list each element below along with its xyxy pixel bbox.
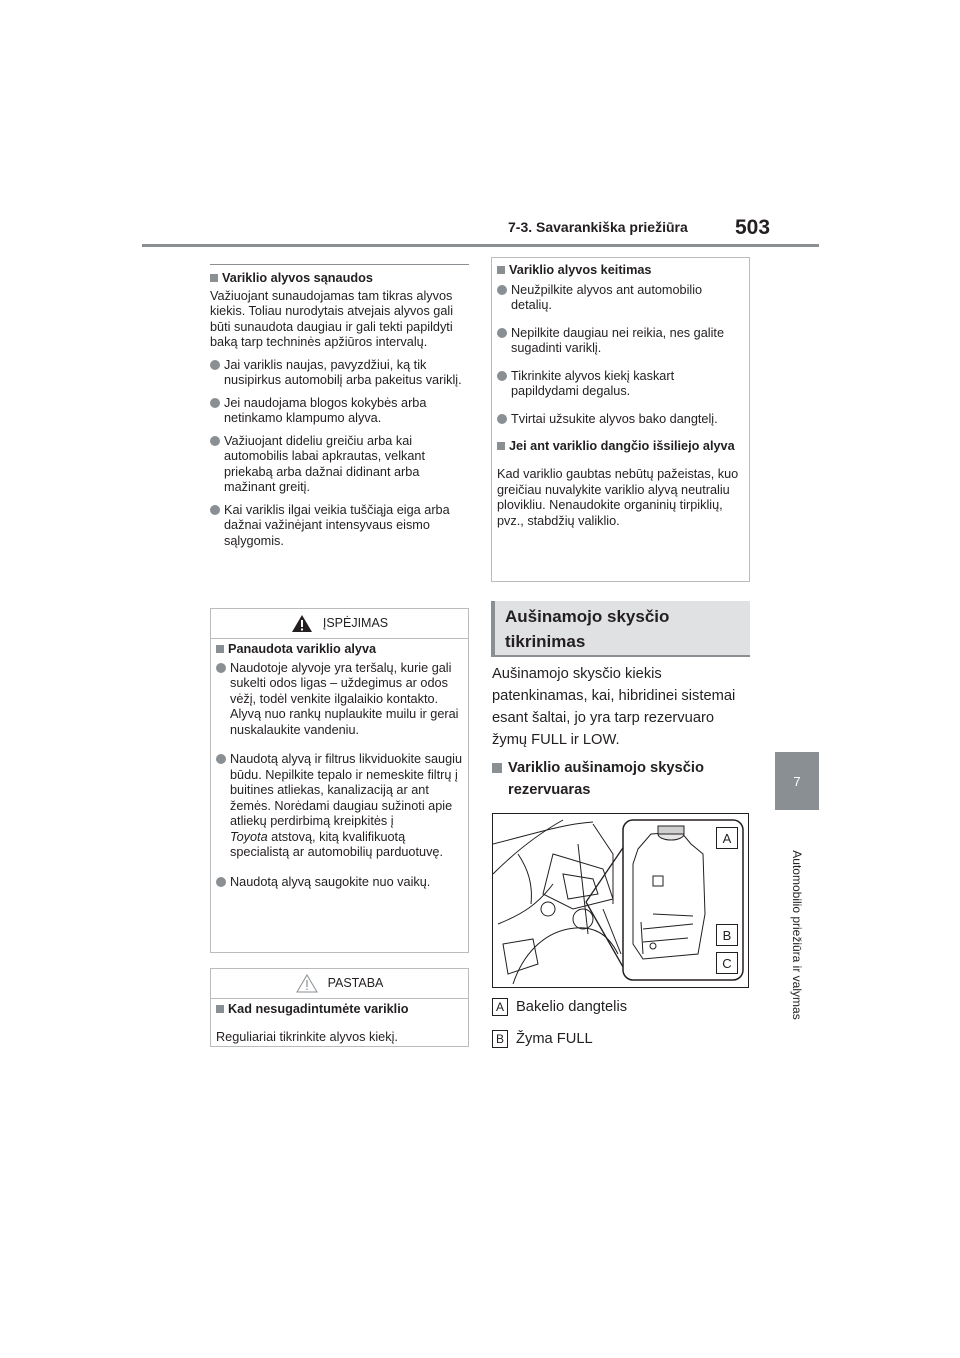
circle-bullet-icon — [497, 285, 507, 295]
list-item: Naudotoje alyvoje yra teršalų, kurie gali sukelti odos ligas – uždegimus ar odos vėžį, todėl venkite ilgalaikio kontakto. Alyvą nuo rankų nuplaukite muilu ir gerai nuskalaukite vandeniu. — [216, 661, 462, 739]
list-item: Kai variklis ilgai veikia tuščiąja eiga arba dažnai važinėjant intensyvaus eismo sąlygomis. — [210, 503, 469, 550]
warning-triangle-icon — [291, 614, 313, 633]
chapter-title-vertical — [760, 820, 834, 1050]
square-bullet-icon — [216, 1005, 224, 1013]
chapter-title: Automobilio priežiūra ir valymas — [790, 850, 804, 1020]
note-heading: Kad nesugadintumėte variklio — [216, 1002, 462, 1018]
figure-label-b: B — [716, 924, 738, 946]
legend-text-b: Žyma FULL — [516, 1031, 593, 1047]
figure-label-a: A — [716, 827, 738, 849]
list-item: Tvirtai užsukite alyvos bako dangtelį. — [497, 412, 743, 428]
header-rule — [142, 244, 819, 247]
figure-label-c: C — [716, 952, 738, 974]
engine-bay-illustration — [493, 814, 748, 987]
section-title: 7-3. Savarankiška priežiūra — [508, 219, 688, 235]
list-item: Naudotą alyvą saugokite nuo vaikų. — [216, 875, 462, 891]
caution-box — [210, 608, 469, 953]
note-header — [211, 969, 468, 999]
square-bullet-icon — [210, 274, 218, 282]
square-bullet-icon — [216, 645, 224, 653]
square-bullet-icon — [497, 266, 505, 274]
coolant-section-title: Aušinamojo skysčio tikrinimas — [491, 601, 750, 656]
legend-key-a: A — [492, 998, 508, 1016]
circle-bullet-icon — [210, 360, 220, 370]
legend-item — [492, 998, 627, 1016]
note-text: Reguliariai tikrinkite alyvos kiekį. — [216, 1030, 398, 1045]
circle-bullet-icon — [497, 328, 507, 338]
coolant-body-text: Aušinamojo skysčio kiekis patenkinamas, kai, hibridinei sistemai esant šaltai, jo yra tarp rezervuaro žymų FULL ir LOW. — [492, 666, 736, 748]
page-number: 503 — [735, 216, 771, 239]
list-item: Tikrinkite alyvos kiekį kaskart papildydami degalus. — [497, 369, 743, 400]
circle-bullet-icon — [210, 505, 220, 515]
legend-item — [492, 1030, 593, 1048]
section-rule — [491, 655, 750, 657]
oil-consumption-intro: Važiuojant sunaudojamas tam tikras alyvos kiekis. Toliau nurodytais atvejais alyvos gali būti sunaudota daugiau ir gali tekti papildyti baką tarp techninės apžiūros intervalų. — [210, 288, 454, 349]
coolant-subheading: Variklio aušinamojo skysčio rezervuaras — [492, 757, 750, 801]
circle-bullet-icon — [210, 436, 220, 446]
list-item: Nepilkite daugiau nei reikia, nes galite sugadinti variklį. — [497, 326, 743, 357]
square-bullet-icon — [492, 763, 502, 773]
circle-bullet-icon — [497, 414, 507, 424]
legend-key-b: B — [492, 1030, 508, 1048]
note-box — [210, 968, 469, 1047]
notice-triangle-icon — [296, 974, 318, 993]
list-item: Jei naudojama blogos kokybės arba netinkamo klampumo alyva. — [210, 396, 469, 427]
circle-bullet-icon — [216, 754, 226, 764]
list-item: Jai variklis naujas, pavyzdžiui, ką tik nusipirkus automobilį arba pakeitus variklį. — [210, 358, 469, 389]
note-label: PASTABA — [327, 975, 384, 990]
oil-change-heading: Variklio alyvos keitimas — [497, 263, 743, 279]
caution-label: ĮSPĖJIMAS — [322, 615, 389, 630]
list-item: Neužpilkite alyvos ant automobilio detalių. — [497, 283, 743, 314]
square-bullet-icon — [497, 442, 505, 450]
chapter-tab: 7 — [775, 752, 819, 810]
circle-bullet-icon — [216, 663, 226, 673]
oil-consumption-section — [210, 264, 469, 549]
circle-bullet-icon — [216, 877, 226, 887]
oil-consumption-heading: Variklio alyvos sąnaudos — [210, 271, 469, 287]
oil-change-box — [491, 257, 750, 582]
caution-heading: Panaudota variklio alyva — [216, 642, 462, 658]
caution-header — [211, 609, 468, 639]
oil-spill-text: Kad variklio gaubtas nebūtų pažeistas, kuo greičiau nuvalykite variklio alyvą neutraliu plovikliu. Nenaudokite organinių tirpiklių, pvz., stabdžių valiklio. — [497, 467, 739, 528]
list-item: Važiuojant dideliu greičiu arba kai automobilis labai apkrautas, velkant priekabą arba dažnai didinant arba mažinant greitį. — [210, 434, 469, 496]
circle-bullet-icon — [210, 398, 220, 408]
list-item: Naudotą alyvą ir filtrus likviduokite saugiu būdu. Nepilkite tepalo ir nemeskite filtrų į buitines atliekas, kanalizaciją ar ant žemės. Norėdami daugiau sužinoti apie atliekų perdirbimą kreipkitės į Toyota atstovą, kitą kvalifikuotą specialistą ar automobilių parduotuvę. — [216, 752, 462, 861]
circle-bullet-icon — [497, 371, 507, 381]
coolant-reservoir-figure — [492, 813, 749, 988]
legend-text-a: Bakelio dangtelis — [516, 999, 628, 1015]
oil-spill-heading: Jei ant variklio dangčio išsiliejo alyva — [497, 439, 743, 455]
brand-name: Toyota — [230, 829, 268, 844]
